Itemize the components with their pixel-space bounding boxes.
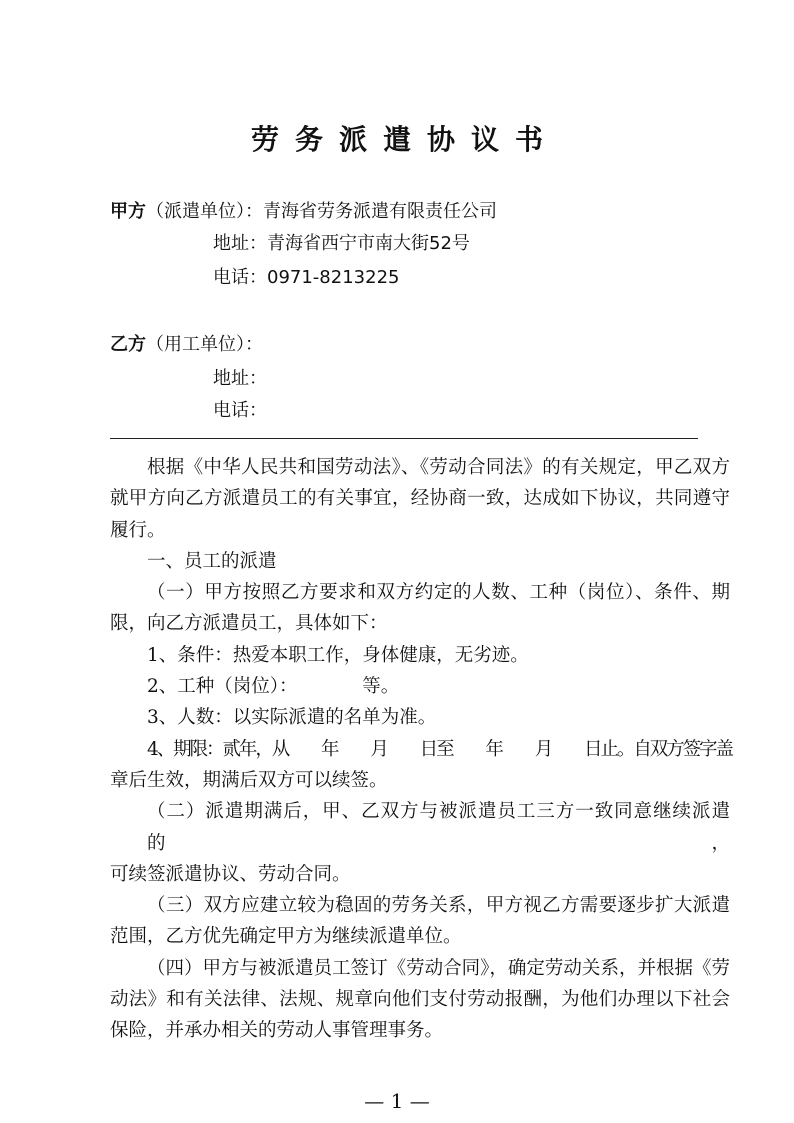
body-line: 动法》和有关法律、法规、规章向他们支付劳动报酬，为他们办理以下社会 <box>110 989 730 1011</box>
body-line: 章后生效，期满后双方可以续签。 <box>110 769 388 791</box>
body-line: 履行。 <box>110 519 166 541</box>
party-b-phone-label: 电话： <box>213 400 267 421</box>
body-line: 限，向乙方派遣员工，具体如下： <box>110 613 388 635</box>
body-line: 范围，乙方优先确定甲方为继续派遣单位。 <box>110 926 462 948</box>
body-line: 可续签派遣协议、劳动合同。 <box>110 863 351 885</box>
section-heading: 一、员工的派遣 <box>147 550 277 572</box>
document-title: 劳务派遣协议书 <box>250 123 559 156</box>
body-line: （三）双方应建立较为稳固的劳务关系，甲方视乙方需要逐步扩大派遣 <box>147 895 730 917</box>
body-line: （二）派遣期满后，甲、乙双方与被派遣员工三方一致同意继续派遣的， <box>147 801 730 854</box>
body-line: 4、期限：贰年，从 年 月 日至 年 月 日止。自双方签字盖 <box>147 738 730 760</box>
page-number: — 1 — <box>364 1088 430 1113</box>
party-a-address-label: 地址： <box>213 233 267 254</box>
party-a-address: 青海省西宁市南大街52号 <box>267 233 470 254</box>
body-line: 1、条件：热爱本职工作，身体健康，无劣迹。 <box>147 644 529 666</box>
divider-rule <box>110 438 698 439</box>
party-a-line <box>110 200 497 224</box>
party-a-phone: 0971-8213225 <box>267 267 400 288</box>
party-a-name: 青海省劳务派遣有限责任公司 <box>263 201 497 222</box>
body-line: 3、人数：以实际派遣的名单为准。 <box>147 707 437 729</box>
agreement-body <box>110 452 730 1115</box>
party-b-role: （用工单位）： <box>146 334 263 355</box>
party-a-address-line <box>213 232 470 256</box>
party-b-line <box>110 333 263 357</box>
body-line: （四）甲方与被派遣员工签订《劳动合同》，确定劳动关系，并根据《劳 <box>147 957 730 979</box>
body-line: （一）甲方按照乙方要求和双方约定的人数、工种（岗位）、条件、期 <box>147 582 730 604</box>
body-line: 保险，并承办相关的劳动人事管理事务。 <box>110 1020 444 1042</box>
body-line: 2、工种（岗位）： 等。 <box>147 676 400 698</box>
party-b-label: 乙方 <box>110 334 146 355</box>
body-line: 根据《中华人民共和国劳动法》、《劳动合同法》的有关规定，甲乙双方 <box>147 457 730 478</box>
party-a-role: （派遣单位）： <box>146 201 263 222</box>
party-a-phone-line <box>213 266 399 290</box>
body-line: 就甲方向乙方派遣员工的有关事宜，经协商一致，达成如下协议，共同遵守 <box>110 488 730 510</box>
party-a-phone-label: 电话： <box>213 267 267 288</box>
party-b-address-label: 地址： <box>213 368 267 389</box>
party-a-label: 甲方 <box>110 201 146 222</box>
body-lines <box>110 452 730 1047</box>
